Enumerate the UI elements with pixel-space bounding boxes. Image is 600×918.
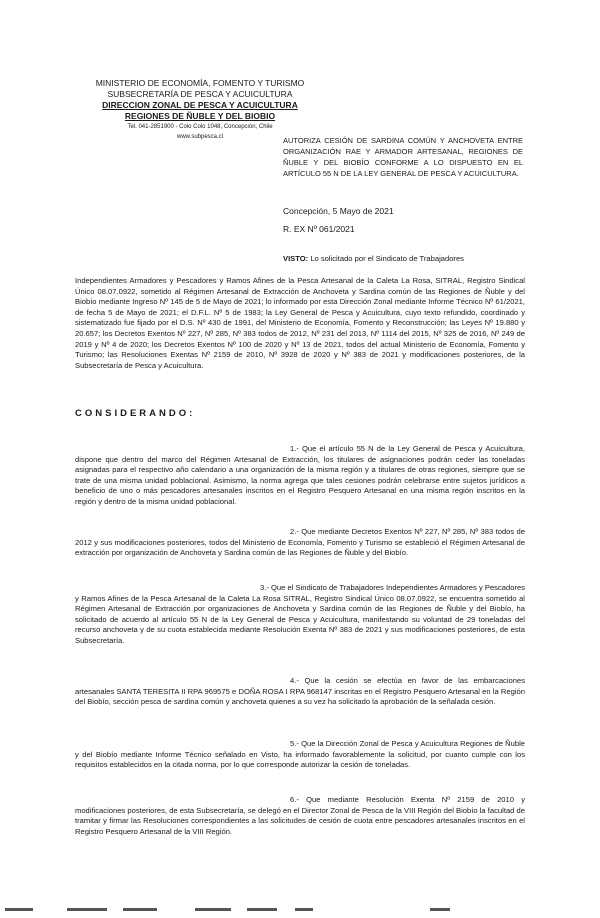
- visto-continuation: Independientes Armadores y Pescadores y Ramos Afines de la Pesca Artesanal de la Caleta La Rosa, SITRAL, Registro Sindical Único 08.07.0922, sometido al Régimen Artesanal de Extracción de Anchoveta y Sardina común de las Regiones de Ñuble y del Biobío mediante Ingreso Nº 145 de 5 de Mayo de 2021; lo informado por esta Dirección Zonal mediante Informe Técnico Nº 61/2021, de fecha 5 de Mayo de 2021; el D.F.L. Nº 5 de 1983; la Ley General de Pesca y Acuicultura, cuyo texto refundido, coordinado y sistematizado fue fijado por el D.S. Nº 430 de 1991, del Ministerio de Economía, Fomento y Reconstrucción; las Leyes Nº 19.880 y 20.657; los Decretos Exentos Nº 227, Nº 285, Nº 383 todos de 2012, Nº 231 del 2013, Nº 1114 del 2015, Nº 325 de 2016, Nº 249 de 2019 y Nº 4 de 2020; los Decretos Exentos Nº 100 de 2020 y Nº 13 de 2021, todos del actual Ministerio de Economía, Fomento y Turismo; las Resoluciones Exentas Nº 2159 de 2010, Nº 3928 de 2020 y Nº 383 de 2021 y modificaciones posteriores, de la Subsecretaría de Pesca y Acuicultura.: [75, 276, 525, 370]
- resolution-number: R. EX Nº 061/2021: [283, 224, 355, 234]
- direccion-zonal-line: DIRECCION ZONAL DE PESCA Y ACUICULTURA: [102, 100, 298, 110]
- ministry-line: MINISTERIO DE ECONOMÍA, FOMENTO Y TURISMO: [95, 78, 305, 88]
- website-line: www.subpesca.cl: [176, 133, 224, 140]
- regiones-line: REGIONES DE ÑUBLE Y DEL BIOBIO: [124, 111, 276, 121]
- place-date: Concepción, 5 Mayo de 2021: [283, 206, 394, 216]
- scan-footer-marks: [5, 908, 595, 914]
- considerando-4: 4.- Que la cesión se efectúa en favor de las embarcaciones artesanales SANTA TERESITA II RPA 969575 e DOÑA ROSA I RPA 968147 inscritas en el Registro Pesquero Artesanal en la Región del Biobío, sección pesca de sardina común y anchoveta quienes a su vez ha solicitado la aprobación de la señalada cesión.: [75, 676, 525, 707]
- subsecretaria-line: SUBSECRETARÍA DE PESCA Y ACUICULTURA: [107, 89, 293, 99]
- visto-paragraph: [283, 254, 523, 265]
- visto-label: VISTO:: [283, 254, 309, 263]
- resolution-subject: AUTORIZA CESIÓN DE SARDINA COMÚN Y ANCHOVETA ENTRE ORGANIZACIÓN RAE Y ARMADOR ARTESANAL, REGIONES DE ÑUBLE Y DEL BIOBÍO CONFORME A LO DISPUESTO EN EL ARTÍCULO 55 N DE LA LEY GENERAL DE PESCA Y ACUICULTURA.: [283, 136, 523, 178]
- considerando-heading: CONSIDERANDO:: [75, 408, 196, 419]
- considerando-2: 2.- Que mediante Decretos Exentos Nº 227, Nº 285, Nº 383 todos de 2012 y sus modificaciones posteriores, todos del Ministerio de Economía, Fomento y Turismo se estableció el Régimen Artesanal de extracción por organización de Anchoveta y Sardina común de las Regiones de Ñuble y del Biobío.: [75, 527, 525, 558]
- address-line: Tel. 041-2851900 - Colo Colo 1048, Concepción, Chile: [127, 124, 273, 130]
- considerando-5: 5.- Que la Dirección Zonal de Pesca y Acuicultura Regiones de Ñuble y del Biobío mediante Informe Técnico señalado en Visto, ha informado favorablemente la solicitud, por cuanto cumple con los requisitos establecidos en la citada norma, por lo que corresponde autorizar la cesión de toneladas.: [75, 739, 525, 770]
- considerando-6: 6.- Que mediante Resolución Exenta Nº 2159 de 2010 y modificaciones posteriores, de esta Subsecretaría, se delegó en el Director Zonal de Pesca de la VIII Región del Biobío la facultad de tramitar y firmar las Resoluciones correspondientes a las solicitudes de cesión de cuota entre pescadores artesanales inscritos en el Registro Pesquero Artesanal de la VIII Región.: [75, 795, 525, 836]
- considerando-1: 1.- Que el artículo 55 N de la Ley General de Pesca y Acuicultura, dispone que dentro del marco del Régimen Artesanal de Extracción, los titulares de asignaciones podrán ceder las toneladas asignadas para el respectivo año calendario a una organización de la misma región y a titulares de otras regiones, siempre que se trate de una misma unidad poblacional. Asimismo, la norma agrega que tales cesiones podrán celebrarse entre sujetos jurídicos a beneficio de uno o más pescadores artesanales inscritos en el Registro Pesquero Artesanal en una misma región inscritos en la región y dentro de la misma unidad poblacional.: [75, 444, 525, 506]
- letterhead: [60, 78, 340, 141]
- visto-text-start: Lo solicitado por el Sindicato de Trabajadores: [310, 254, 464, 263]
- considerando-3: 3.- Que el Sindicato de Trabajadores Independientes Armadores y Pescadores y Ramos Afines de la Pesca Artesanal de la Caleta La Rosa SITRAL, Registro Sindical Único 08.07.0922, se encuentra sometido al Régimen Artesanal de Extracción por organizaciones de Anchoveta y Sardina común de las Regiones de Ñuble y del Biobío, ha solicitado de acuerdo al artículo 55 N de la Ley General de Pesca y Acuicultura, manifestando su voluntad de 29 toneladas del recurso anchoveta y de su cuota establecida mediante Resolución Exenta Nº 383 de 2021 y sus modificaciones posteriores, de esta Subsecretaría.: [75, 583, 525, 645]
